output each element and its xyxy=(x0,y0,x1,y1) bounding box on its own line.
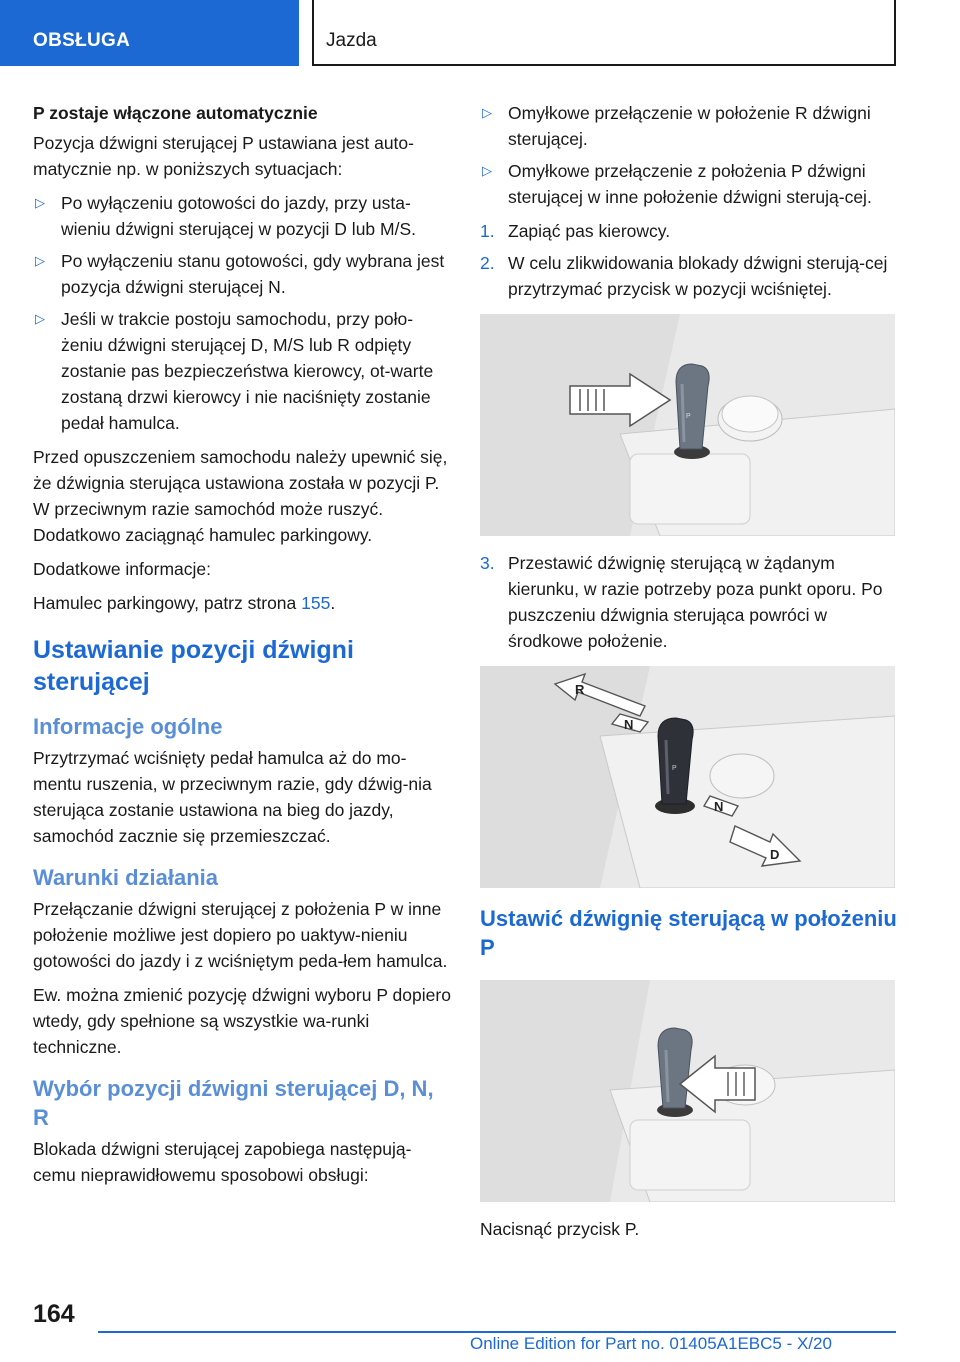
header-section-tab xyxy=(0,0,299,66)
right-column xyxy=(480,100,900,1250)
footer-divider xyxy=(98,1331,896,1333)
arrow-r-label: R xyxy=(575,682,585,697)
triangle-bullet-icon: ▷ xyxy=(482,105,492,120)
list-item: 2. W celu zlikwidowania blokady dźwigni sterują-cej przytrzymać przycisk w pozycji wciśniętej. xyxy=(480,253,888,299)
lever-directions-illustration xyxy=(480,666,895,888)
list-item: 3. Przestawić dźwignię sterującą w żądanym kierunku, w razie potrzeby poza punkt oporu. Po puszczeniu dźwignia sterująca powróci w środkowe położenie. xyxy=(480,553,883,651)
parking-warning-text: Przed opuszczeniem samochodu należy upewnić się, że dźwignia sterująca ustawiona została w pozycji P. W przeciwnym razie samochód może ruszyć. Dodatkowo zaciągnąć hamulec parkingowy. xyxy=(33,447,448,545)
move-step xyxy=(480,550,900,654)
triangle-bullet-icon: ▷ xyxy=(35,311,45,326)
list-item: ▷ Po wyłączeniu gotowości do jazdy, przy usta-wieniu dźwigni sterującej w pozycji D lub M/S. xyxy=(33,190,453,242)
subheading-conditions: Warunki działania xyxy=(33,865,219,890)
header-chapter-label: Jazda xyxy=(326,30,377,51)
conditions-text-2: Ew. można zmienić pozycję dźwigni wyboru P dopiero wtedy, gdy spełnione są wszystkie wa-runki techniczne. xyxy=(33,985,451,1057)
list-item: ▷ Jeśli w trakcie postoju samochodu, przy poło-żeniu dźwigni sterującej D, M/S lub R odpięty zostanie pas bezpieczeństwa kierowcy, ot-warte zostaną drzwi kierowcy i nie naciśnięty zostanie pedał hamulca. xyxy=(33,306,453,436)
list-item: 1. Zapiąć pas kierowcy. xyxy=(480,221,671,241)
general-info-text: Przytrzymać wciśnięty pedał hamulca aż do mo-mentu ruszenia, w przeciwnym razie, gdy dźwig-nia sterująca zostanie ustawiona na bieg do jazdy, samochód zacznie się przemieszczać. xyxy=(33,748,432,846)
conditions-text-1: Przełączanie dźwigni sterującej z położenia P w inne położenie możliwe jest dopiero po uaktyw-nieniu gotowości do jazdy i z wciśniętym peda-łem hamulca. xyxy=(33,899,448,971)
section-heading-set-lever: Ustawianie pozycji dźwigni sterującej xyxy=(33,636,354,696)
header-section-label: OBSŁUGA xyxy=(33,30,131,51)
arrow-n-lower-label: N xyxy=(714,799,724,814)
figure-park-button xyxy=(480,980,895,1202)
park-button-illustration xyxy=(480,980,895,1202)
auto-p-title: P zostaje włączone automatycznie xyxy=(33,103,318,123)
triangle-bullet-icon: ▷ xyxy=(35,195,45,210)
lock-bullet-list xyxy=(480,100,900,210)
knob-p-mark: P xyxy=(686,413,691,420)
list-item: ▷ Omyłkowe przełączenie w położenie R dźwigni sterującej. xyxy=(480,100,900,152)
triangle-bullet-icon: ▷ xyxy=(482,163,492,178)
select-lock-text: Blokada dźwigni sterującej zapobiega następują-cemu nieprawidłowemu sposobowi obsługi: xyxy=(33,1139,412,1185)
list-item: ▷ Omyłkowe przełączenie z położenia P dźwigni sterującej w inne położenie dźwigni sterują-cej. xyxy=(480,158,900,210)
auto-p-intro: Pozycja dźwigni sterującej P ustawiana jest auto-matycznie np. w poniższych sytuacjach: xyxy=(33,133,414,179)
subheading-select-dnr: Wybór pozycji dźwigni sterującej D, N, R xyxy=(33,1076,434,1130)
unlock-steps xyxy=(480,218,900,302)
footer-edition-text: Online Edition for Part no. 01405A1EBC5 - X/20 xyxy=(470,1334,832,1353)
more-info-label: Dodatkowe informacje: xyxy=(33,559,211,579)
subheading-set-park: Ustawić dźwignię sterującą w położeniu P xyxy=(480,906,897,960)
left-column xyxy=(33,100,453,1196)
subheading-general-info: Informacje ogólne xyxy=(33,714,223,739)
triangle-bullet-icon: ▷ xyxy=(35,253,45,268)
figure-lever-directions xyxy=(480,666,895,888)
parking-brake-reference: Hamulec parkingowy, patrz strona 155. xyxy=(33,593,336,613)
arrow-d-label: D xyxy=(770,847,780,862)
page-reference-link[interactable]: 155 xyxy=(301,593,331,613)
figure-lever-button xyxy=(480,314,895,536)
header-chapter-box xyxy=(312,0,896,66)
knob-p-mark: P xyxy=(672,765,677,772)
lever-button-illustration xyxy=(480,314,895,536)
auto-p-bullet-list xyxy=(33,190,453,436)
arrow-n-upper-label: N xyxy=(624,717,634,732)
page-number: 164 xyxy=(33,1300,75,1328)
press-p-text: Nacisnąć przycisk P. xyxy=(480,1219,640,1239)
list-item: ▷ Po wyłączeniu stanu gotowości, gdy wybrana jest pozycja dźwigni sterującej N. xyxy=(33,248,453,300)
